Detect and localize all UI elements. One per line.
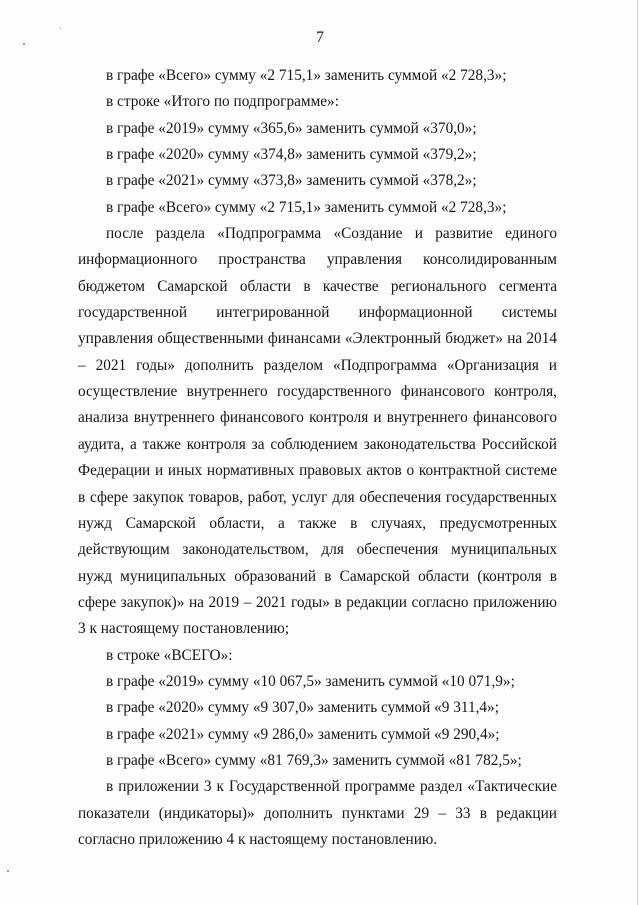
paragraph-grand-2020-replace: в графе «2020» сумму «9 307,0» заменить суммой «9 311,4»; <box>106 699 499 717</box>
paragraph-2021-replace: в графе «2021» сумму «373,8» заменить суммой «378,2»; <box>106 172 477 190</box>
paragraph-2019-replace: в графе «2019» сумму «365,6» заменить суммой «370,0»; <box>106 119 477 137</box>
paragraph-2020-replace: в графе «2020» сумму «374,8» заменить суммой «379,2»; <box>106 146 477 164</box>
paragraph-grand-total-row: в строке «ВСЕГО»: <box>106 646 233 664</box>
paragraph-grand-2019-replace: в графе «2019» сумму «10 067,5» заменить суммой «10 071,9»; <box>106 672 515 690</box>
paragraph-grand-2021-replace: в графе «2021» сумму «9 286,0» заменить суммой «9 290,4»; <box>106 725 500 743</box>
paragraph-grand-total-replace: в графе «Всего» сумму «81 769,3» заменить суммой «81 782,5»; <box>106 751 522 769</box>
paragraph-total-replace: в графе «Всего» сумму «2 715,1» заменить суммой «2 728,3»; <box>106 67 507 84</box>
page-number: 7 <box>316 29 324 46</box>
scan-edge <box>637 0 638 905</box>
paragraph-add-subprogram-section: после раздела «Подпрограмма «Создание и развитие единого информационного пространства управления консолидированным бюджетом Самарской области в качестве регионального сегмента государственной интегрированной информационной системы управления общественными финансами «Электронный бюджет» на 2014 – 2021 годы» дополнить разделом «Подпрограмма «Организация и осуществление внутреннего государственного финансового контроля, анализа внутреннего финансового контроля и внутреннего финансового аудита, а также контроля за соблюдением законодательства Российской Федерации и иных нормативных правовых актов о контрактной системе в сфере закупок товаров, работ, услуг для обеспечения государственных нужд Самарской области, а также в случаях, предусмотренных действующим законодательством, для обеспечения муниципальных нужд муниципальных образований в Самарской области (контроля в сфере закупок)» на 2019 – 2021 годы» в редакции согласно приложению 3 к настоящему постановлению; <box>78 225 557 638</box>
paragraph-total-replace-2: в графе «Всего» сумму «2 715,1» заменить суммой «2 728,3»; <box>106 198 507 216</box>
paragraph-appendix-indicators: в приложении 3 к Государственной программе раздел «Тактические показатели (индикаторы)» дополнить пунктами 29 – 33 в редакции согласно приложению 4 к настоящему постановлению. <box>78 778 557 848</box>
document-body <box>78 63 557 853</box>
paragraph-subprogram-total-row: в строке «Итого по подпрограмме»: <box>106 93 339 111</box>
scan-speck <box>7 870 9 872</box>
